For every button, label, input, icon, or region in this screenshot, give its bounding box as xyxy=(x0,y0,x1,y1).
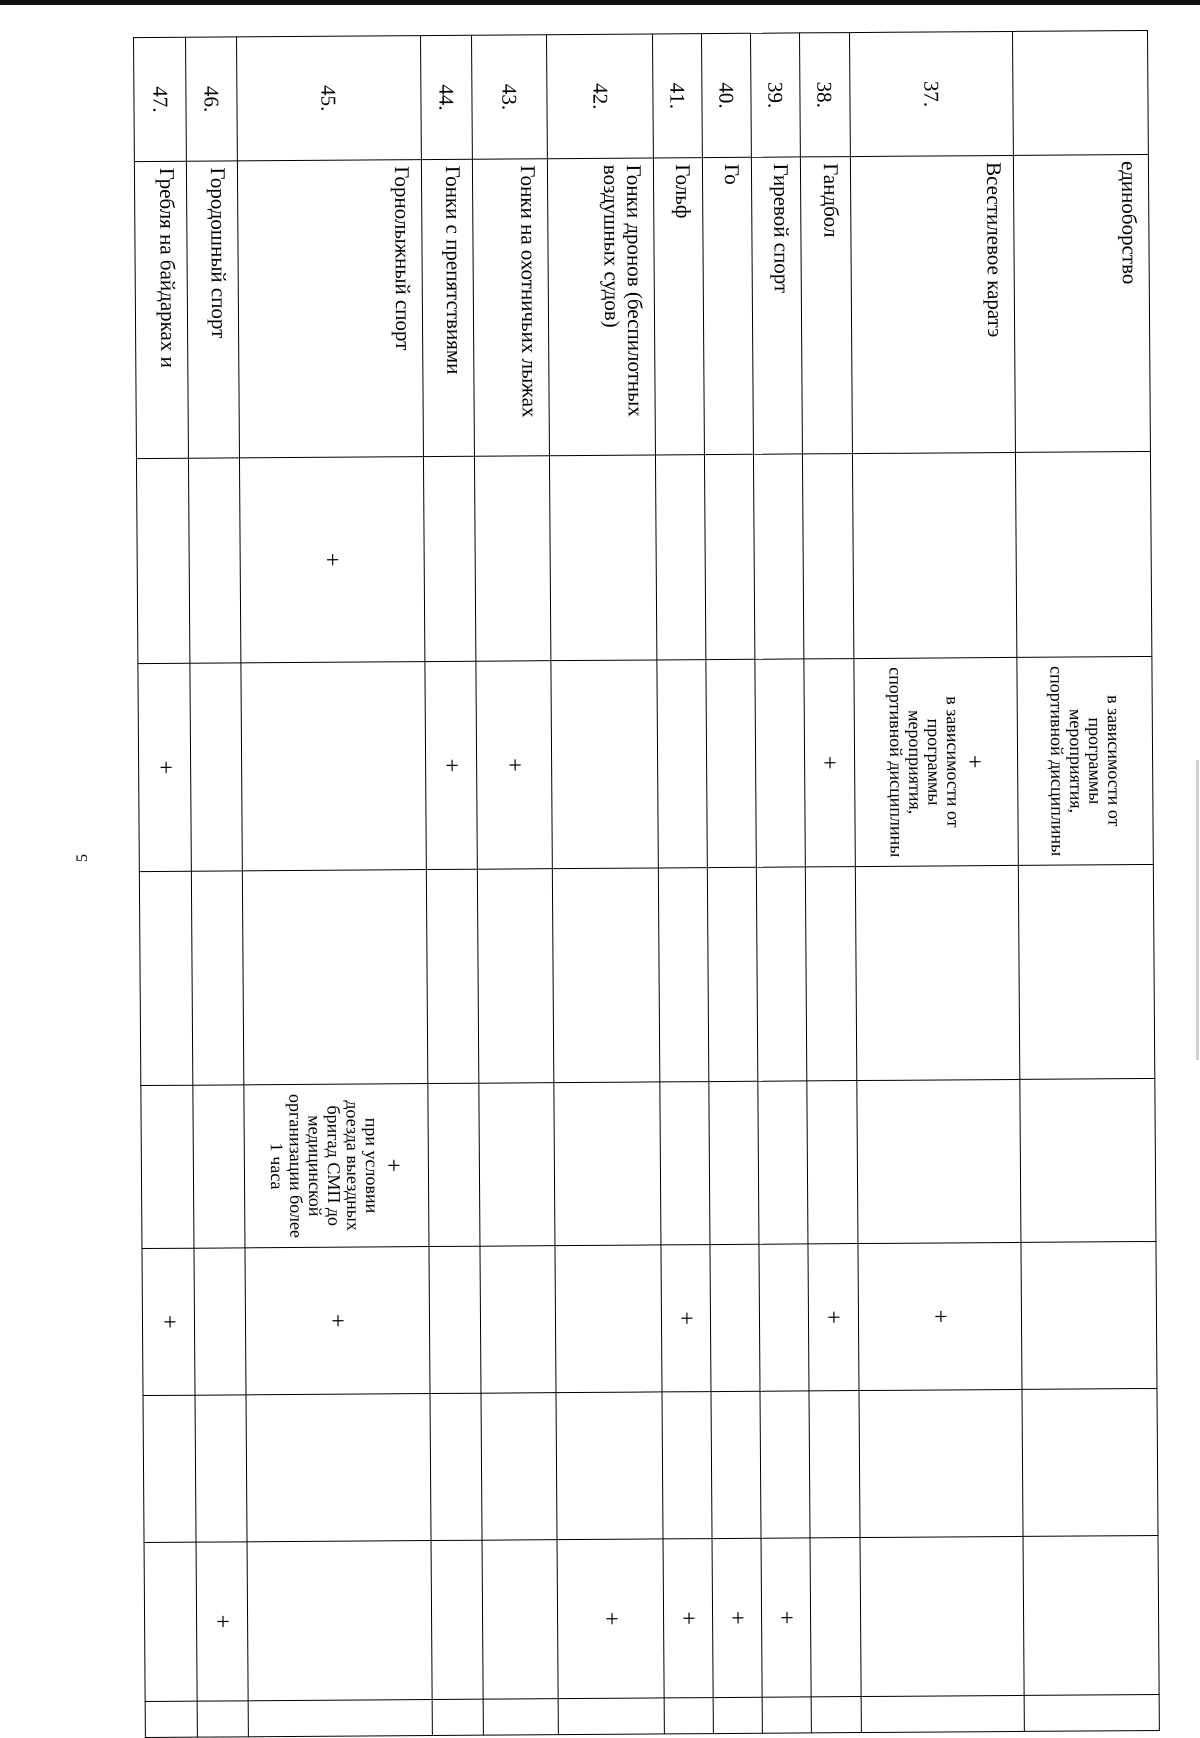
sport-name: Гонки на охотничьих лыжах xyxy=(472,159,550,457)
cell-note: в зависимости от программы мероприятия, спортивной дисциплины xyxy=(885,667,964,858)
plus-mark: + xyxy=(598,1611,625,1626)
table-cell xyxy=(432,1699,483,1735)
row-number: 45. xyxy=(236,36,421,161)
table-cell xyxy=(429,1246,481,1393)
table-cell xyxy=(480,1246,557,1394)
table-cell xyxy=(138,663,191,871)
table-cell xyxy=(1022,1388,1158,1536)
sport-name: Всестилевое каратэ xyxy=(851,155,1015,453)
table-cell xyxy=(710,1244,760,1391)
table-cell xyxy=(802,454,854,659)
table-cell xyxy=(554,1082,661,1246)
table-cell xyxy=(713,1697,762,1733)
table-cell xyxy=(811,1697,862,1733)
row-number: 44. xyxy=(420,35,472,159)
table-row xyxy=(471,35,559,1735)
table-cell xyxy=(477,869,554,1084)
cell-note: в зависимости от программы мероприятия, спортивной дисциплины xyxy=(1046,665,1125,857)
rotated-sheet xyxy=(133,30,1160,1737)
table-cell xyxy=(760,1391,810,1538)
table-cell xyxy=(245,1247,430,1395)
table-cell xyxy=(758,1081,808,1244)
plus-mark: + xyxy=(816,755,843,770)
table-cell xyxy=(859,1389,1022,1537)
table-cell xyxy=(854,657,1018,866)
table-cell xyxy=(809,1391,861,1538)
plus-mark: + xyxy=(324,1313,351,1328)
table-cell xyxy=(430,1393,482,1540)
table-row xyxy=(1012,31,1159,1732)
table-cell xyxy=(708,867,758,1081)
table-cell xyxy=(762,1697,811,1733)
table-cell xyxy=(657,660,707,868)
table-cell xyxy=(139,871,193,1085)
table-cell xyxy=(242,870,427,1085)
sport-name: Горнолыжный спорт xyxy=(237,160,423,458)
table-cell xyxy=(247,1541,432,1701)
table-body xyxy=(134,31,1160,1738)
table-cell xyxy=(665,1698,714,1734)
table-cell xyxy=(481,1393,558,1541)
table-cell xyxy=(756,867,806,1081)
table-cell xyxy=(712,1538,762,1697)
table-cell xyxy=(241,662,426,871)
table-cell xyxy=(425,661,477,869)
table-cell xyxy=(553,868,661,1083)
plus-mark: + xyxy=(820,1310,847,1325)
table-cell xyxy=(862,1695,1025,1732)
table-cell xyxy=(810,1538,862,1697)
table-cell xyxy=(239,457,424,663)
table-cell xyxy=(1015,451,1152,657)
table-cell xyxy=(559,1698,665,1735)
row-number: 42. xyxy=(547,34,654,159)
table-cell xyxy=(1021,1241,1157,1389)
plus-mark: + xyxy=(380,1158,407,1173)
table-cell xyxy=(136,458,189,663)
row-number: 47. xyxy=(134,37,187,161)
table-cell xyxy=(661,1245,711,1392)
table-cell xyxy=(660,1082,710,1245)
plus-mark: + xyxy=(155,1314,182,1329)
table-row xyxy=(850,31,1024,1732)
sport-name: Гольф xyxy=(654,158,705,455)
row-number: 43. xyxy=(471,35,548,160)
page-number: 5 xyxy=(74,854,91,862)
cell-note: при условии доезда выездных бригад СМП до медицинской организации более 1 часа xyxy=(267,1093,383,1239)
table-cell xyxy=(759,1244,809,1391)
sport-name: Гиревой спорт xyxy=(751,157,802,454)
table-cell xyxy=(248,1700,432,1737)
table-cell xyxy=(555,1245,662,1393)
table-cell xyxy=(428,1083,480,1246)
plus-mark: + xyxy=(318,552,346,567)
table-cell xyxy=(856,865,1020,1080)
table-cell xyxy=(144,1542,197,1701)
table-cell xyxy=(141,1085,194,1248)
table-cell xyxy=(556,1392,663,1540)
plus-mark: + xyxy=(208,1614,236,1629)
table-cell xyxy=(194,1248,246,1395)
plus-mark: + xyxy=(927,1309,954,1324)
table-cell xyxy=(808,1244,860,1391)
table-cell xyxy=(196,1542,248,1701)
table-cell xyxy=(193,1085,245,1248)
table-cell xyxy=(860,1536,1023,1696)
table-cell xyxy=(479,1083,556,1247)
table-cell xyxy=(426,869,478,1083)
plus-mark: + xyxy=(501,758,528,772)
plus-mark: + xyxy=(724,1611,751,1625)
table-cell xyxy=(197,1701,248,1737)
table-cell xyxy=(806,1081,858,1244)
table-cell xyxy=(142,1248,195,1395)
table-cell xyxy=(483,1699,559,1736)
table-cell xyxy=(858,1242,1021,1390)
table-cell xyxy=(143,1395,196,1542)
sports-table xyxy=(133,30,1160,1738)
plus-mark: + xyxy=(772,1610,799,1625)
table-cell xyxy=(711,1391,761,1538)
table-cell xyxy=(857,1079,1020,1243)
table-cell xyxy=(431,1540,483,1699)
table-row xyxy=(236,36,432,1737)
table-cell xyxy=(476,661,553,870)
table-cell xyxy=(656,455,706,660)
sport-name: Гребля на байдарках и xyxy=(134,161,188,458)
table-cell xyxy=(1018,864,1155,1079)
row-number: 40. xyxy=(702,33,752,157)
plus-mark: + xyxy=(151,760,178,775)
row-number: 46. xyxy=(186,37,238,161)
scan-edge-shadow xyxy=(1196,760,1199,1060)
table-cell xyxy=(244,1084,429,1248)
table-cell xyxy=(853,452,1017,658)
table-cell xyxy=(246,1394,431,1542)
table-row xyxy=(547,34,665,1735)
sport-name: Го xyxy=(703,157,754,454)
table-cell xyxy=(190,663,242,871)
sport-name: Гонки дронов (беспилотных воздушных судов) xyxy=(548,158,656,456)
sport-name: Гандбол xyxy=(800,157,853,454)
table-cell xyxy=(803,659,855,867)
sport-name: Городошный спорт xyxy=(186,161,239,458)
table-cell xyxy=(761,1538,811,1697)
table-cell xyxy=(664,1539,714,1698)
scan-border xyxy=(0,0,1200,5)
table-cell xyxy=(145,1701,197,1737)
table-cell xyxy=(1023,1535,1159,1695)
table-cell xyxy=(706,659,756,867)
table-cell xyxy=(709,1081,759,1244)
table-cell xyxy=(474,456,551,662)
table-cell xyxy=(659,868,709,1082)
table-cell xyxy=(805,867,857,1081)
table-cell xyxy=(755,659,805,867)
plus-mark: + xyxy=(675,1611,702,1626)
table-cell xyxy=(551,660,658,869)
table-cell xyxy=(705,454,755,659)
table-cell xyxy=(550,455,657,661)
row-number: 41. xyxy=(653,34,703,158)
table-cell xyxy=(195,1395,247,1542)
row-number xyxy=(1012,31,1148,156)
plus-mark: + xyxy=(673,1311,700,1326)
table-cell xyxy=(482,1540,559,1700)
sport-name: единоборство xyxy=(1013,155,1150,453)
plus-mark: + xyxy=(961,754,988,769)
table-cell xyxy=(423,456,475,661)
table-cell xyxy=(1017,656,1154,865)
table-cell xyxy=(1024,1694,1160,1731)
row-number: 39. xyxy=(750,33,800,157)
table-cell xyxy=(557,1539,664,1699)
table-cell xyxy=(188,458,240,663)
sport-name: Гонки с препятствиями xyxy=(421,159,474,456)
table-cell xyxy=(753,454,803,659)
table-cell xyxy=(662,1392,712,1539)
table-cell xyxy=(191,871,243,1085)
table-cell xyxy=(1020,1078,1156,1242)
row-number: 38. xyxy=(799,33,851,157)
row-number: 37. xyxy=(850,31,1013,156)
plus-mark: + xyxy=(437,758,464,773)
